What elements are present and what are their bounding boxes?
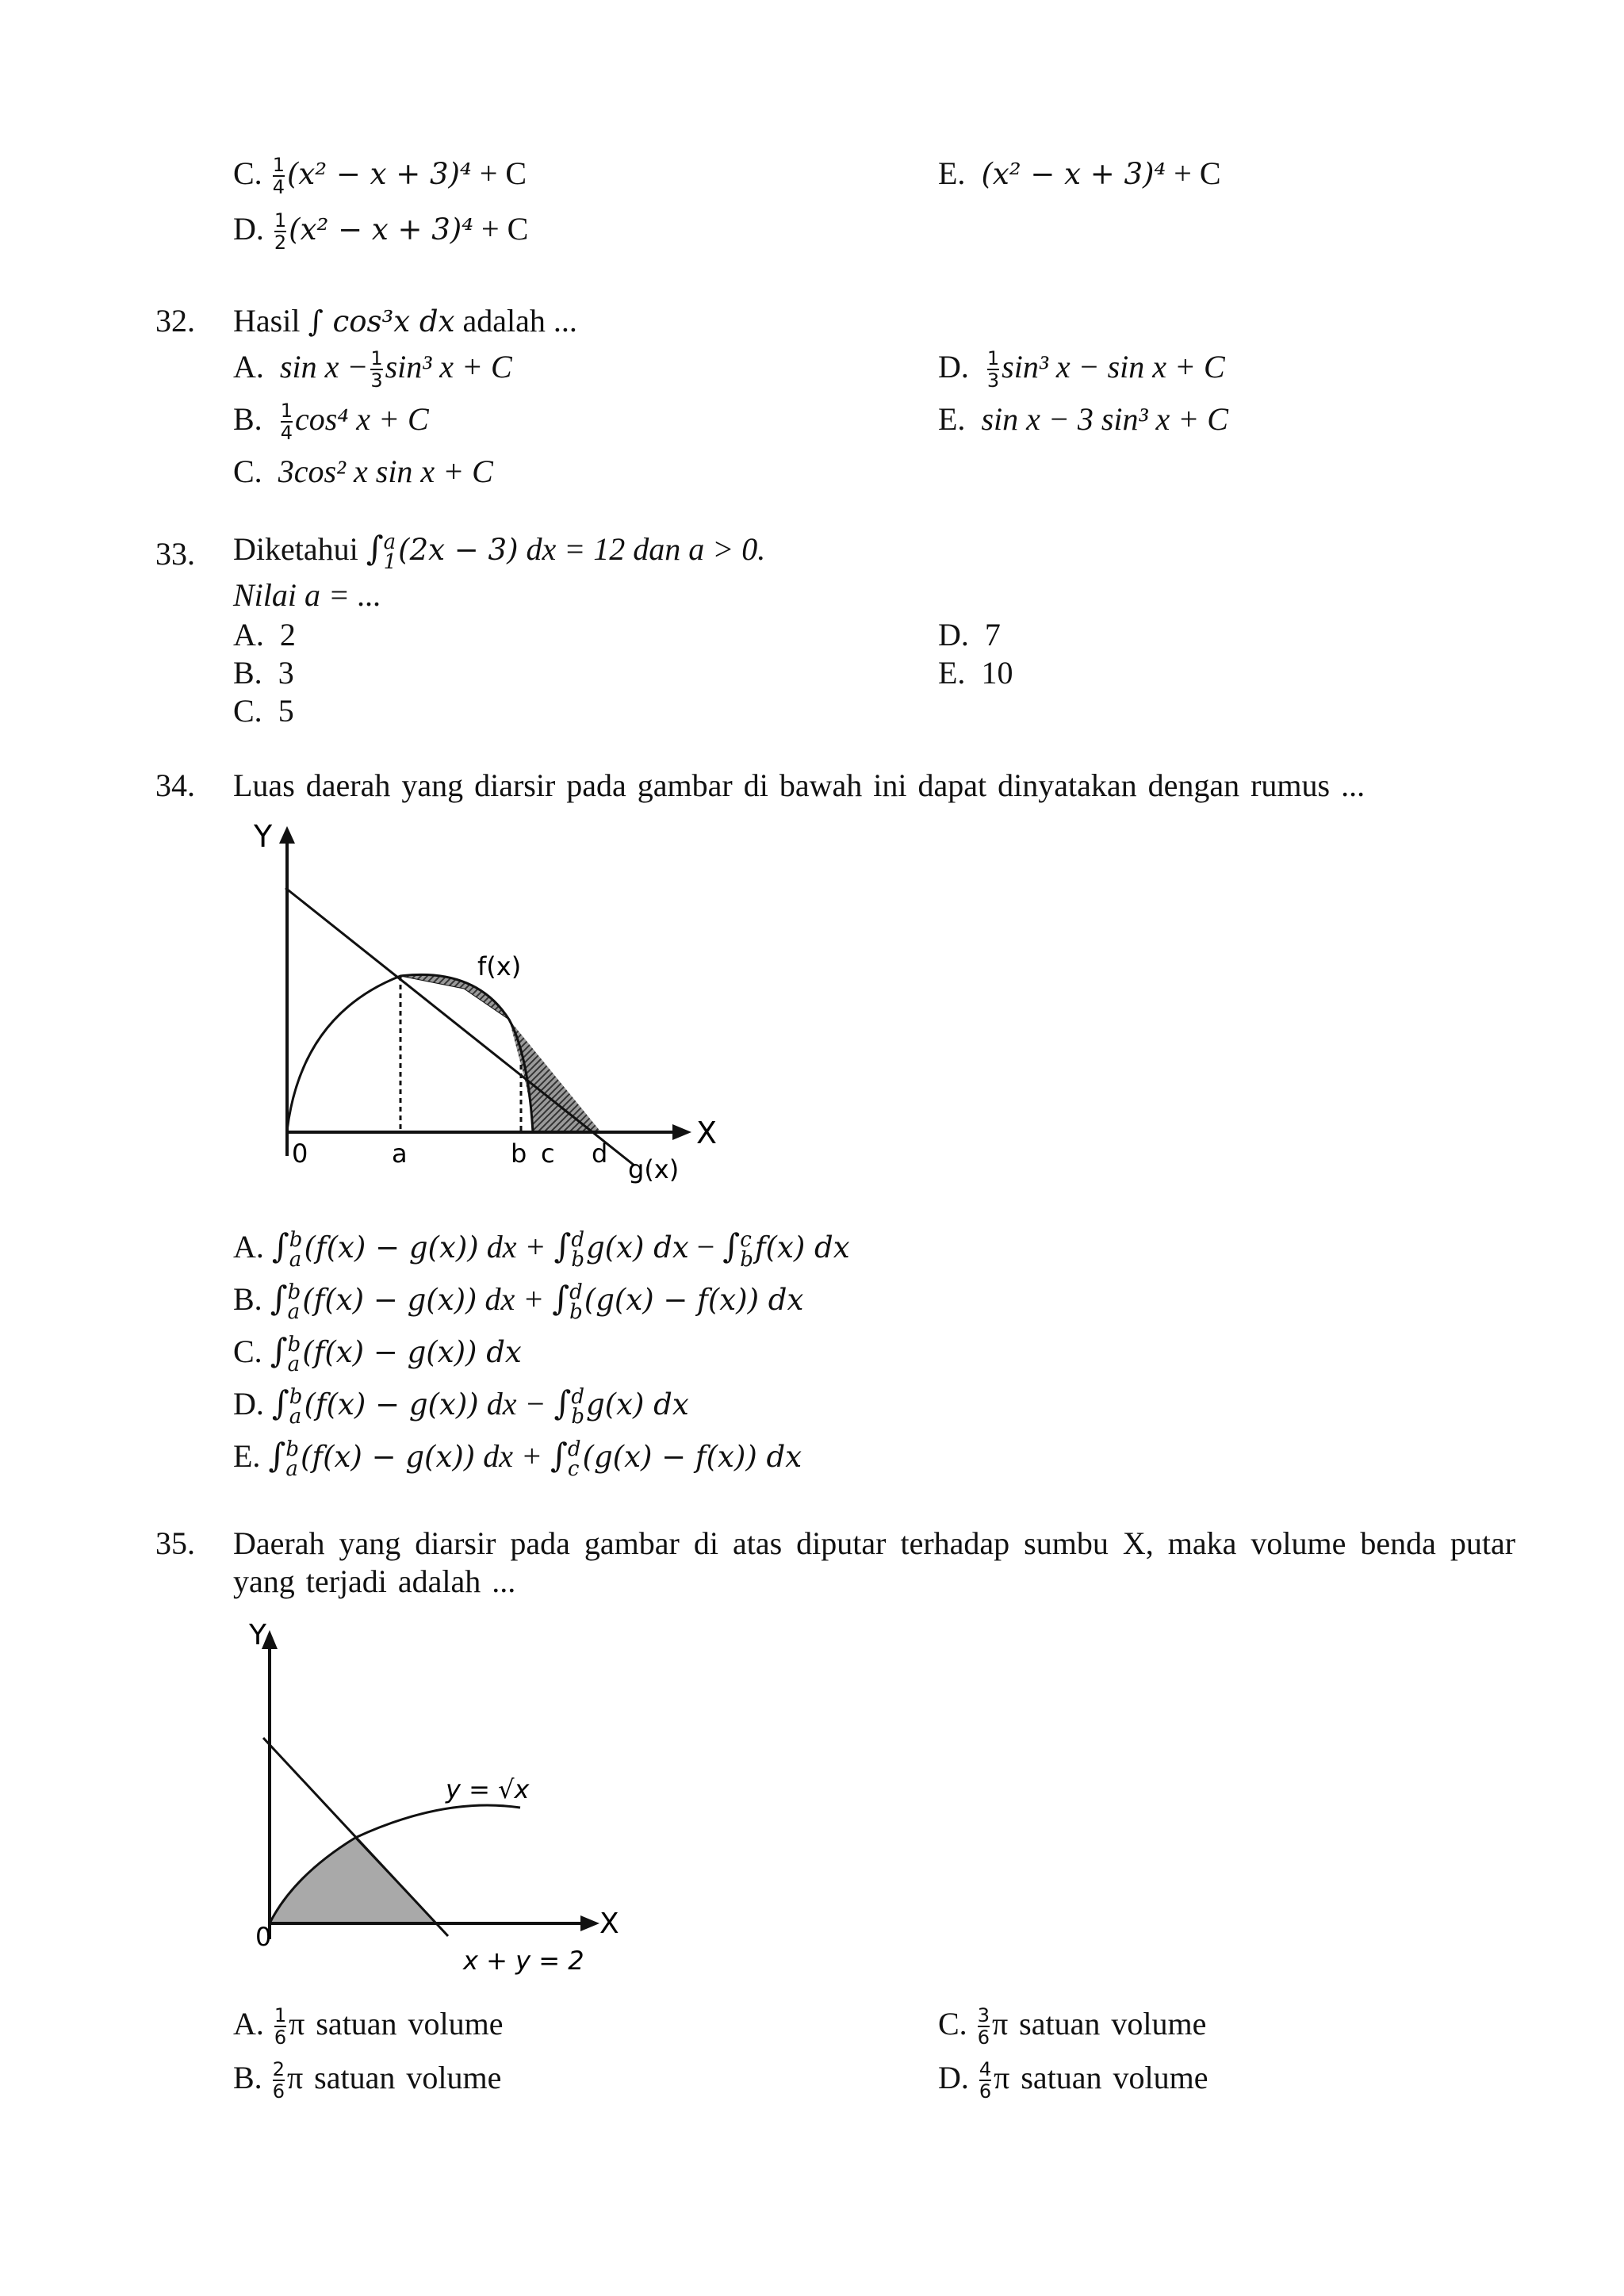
q35-option-d: D. $\frac{4}{6}$ π satuan volume — [938, 2058, 1208, 2103]
q33-option-c: C. 5 — [233, 693, 294, 729]
line-label: x + y = 2 — [463, 1946, 584, 1976]
line-g — [285, 888, 634, 1165]
q33-number: 33. — [155, 536, 195, 572]
q32-option-b: B. $\frac{1}{4}$ cos⁴ x + C — [233, 400, 429, 445]
q31-option-e: E. (x² − x + 3)⁴ + C — [938, 155, 1221, 191]
q35-figure — [238, 1614, 650, 1979]
q35-stem-line1: Daerah yang diarsir pada gambar di atas diputar terhadap sumbu X, maka volume benda putar — [233, 1525, 1516, 1561]
tick-a: a — [392, 1138, 408, 1169]
x-axis-arrow — [580, 1915, 599, 1931]
q34-option-e: E. ∫ b a (f(x) − g(x)) dx + ∫ d c (g(x) − f(x)) dx — [233, 1436, 802, 1481]
q34-stem: Luas daerah yang diarsir pada gambar di bawah ini dapat dinyatakan dengan rumus ... — [233, 767, 1365, 803]
q33-option-a: A. 2 — [233, 617, 296, 652]
origin-label: 0 — [255, 1922, 272, 1952]
q32-stem: Hasil ∫ cos³x dx adalah ... — [233, 303, 577, 339]
q32-number: 32. — [155, 303, 195, 339]
x-label: X — [696, 1115, 718, 1150]
curve-f — [287, 974, 533, 1132]
q34-option-a: A. ∫ b a (f(x) − g(x)) dx + ∫ d b g(x) dx − ∫ c b f(x) dx — [233, 1226, 850, 1272]
tick-d: d — [592, 1138, 608, 1169]
y-axis-arrow — [279, 826, 295, 844]
f-label: f(x) — [477, 951, 522, 982]
q35-option-a: A. $\frac{1}{6}$ π satuan volume — [233, 2004, 504, 2049]
y-label: Y — [254, 819, 273, 854]
q35-number: 35. — [155, 1525, 195, 1561]
q35-stem-line2: yang terjadi adalah ... — [233, 1563, 516, 1599]
q32-option-a: A. sin x − $\frac{1}{3}$ sin³ x + C — [233, 347, 512, 392]
q34-figure — [238, 817, 730, 1189]
shaded-region — [270, 1838, 436, 1923]
q34-number: 34. — [155, 767, 195, 803]
q35-option-b: B. $\frac{2}{6}$ π satuan volume — [233, 2058, 502, 2103]
x-axis-arrow — [672, 1124, 691, 1140]
q33-option-d: D. 7 — [938, 617, 1001, 652]
q31-option-c: C. $\frac{1}{4}$ (x² − x + 3)⁴ + C — [233, 154, 527, 199]
q34-option-b: B. ∫ b a (f(x) − g(x)) dx + ∫ d b (g(x) − f(x)) dx — [233, 1279, 804, 1324]
q31-d-fraction: $\frac{1}{2}$ — [274, 209, 287, 254]
q31-option-d: D. $\frac{1}{2}$ (x² − x + 3)⁴ + C — [233, 209, 529, 254]
g-label: g(x) — [628, 1154, 680, 1184]
q33-option-b: B. 3 — [233, 655, 294, 691]
curve-label: y = √x — [446, 1774, 530, 1804]
tick-b: b — [511, 1138, 527, 1169]
q31-c-fraction: $\frac{1}{4}$ — [272, 154, 285, 199]
x-label: X — [599, 1908, 619, 1940]
integral-sign: ∫ — [366, 529, 384, 568]
q32-option-e: E. sin x − 3 sin³ x + C — [938, 401, 1228, 437]
q34-option-c: C. ∫ b a (f(x) − g(x)) dx — [233, 1331, 522, 1376]
q32-option-c: C. 3cos² x sin x + C — [233, 453, 493, 489]
q33-option-e: E. 10 — [938, 655, 1013, 691]
y-label: Y — [249, 1619, 266, 1651]
q33-stem: Diketahui ∫ a 1 (2x − 3) dx = 12 dan a > 0. — [233, 529, 766, 574]
q33-line2: Nilai a = ... — [233, 577, 382, 613]
tick-c: c — [541, 1138, 555, 1169]
q35-option-c: C. $\frac{3}{6}$ π satuan volume — [938, 2004, 1207, 2049]
q32-option-d: D. $\frac{1}{3}$ sin³ x − sin x + C — [938, 347, 1225, 392]
q34-option-d: D. ∫ b a (f(x) − g(x)) dx − ∫ d b g(x) dx — [233, 1383, 689, 1429]
tick-0: 0 — [292, 1138, 308, 1169]
